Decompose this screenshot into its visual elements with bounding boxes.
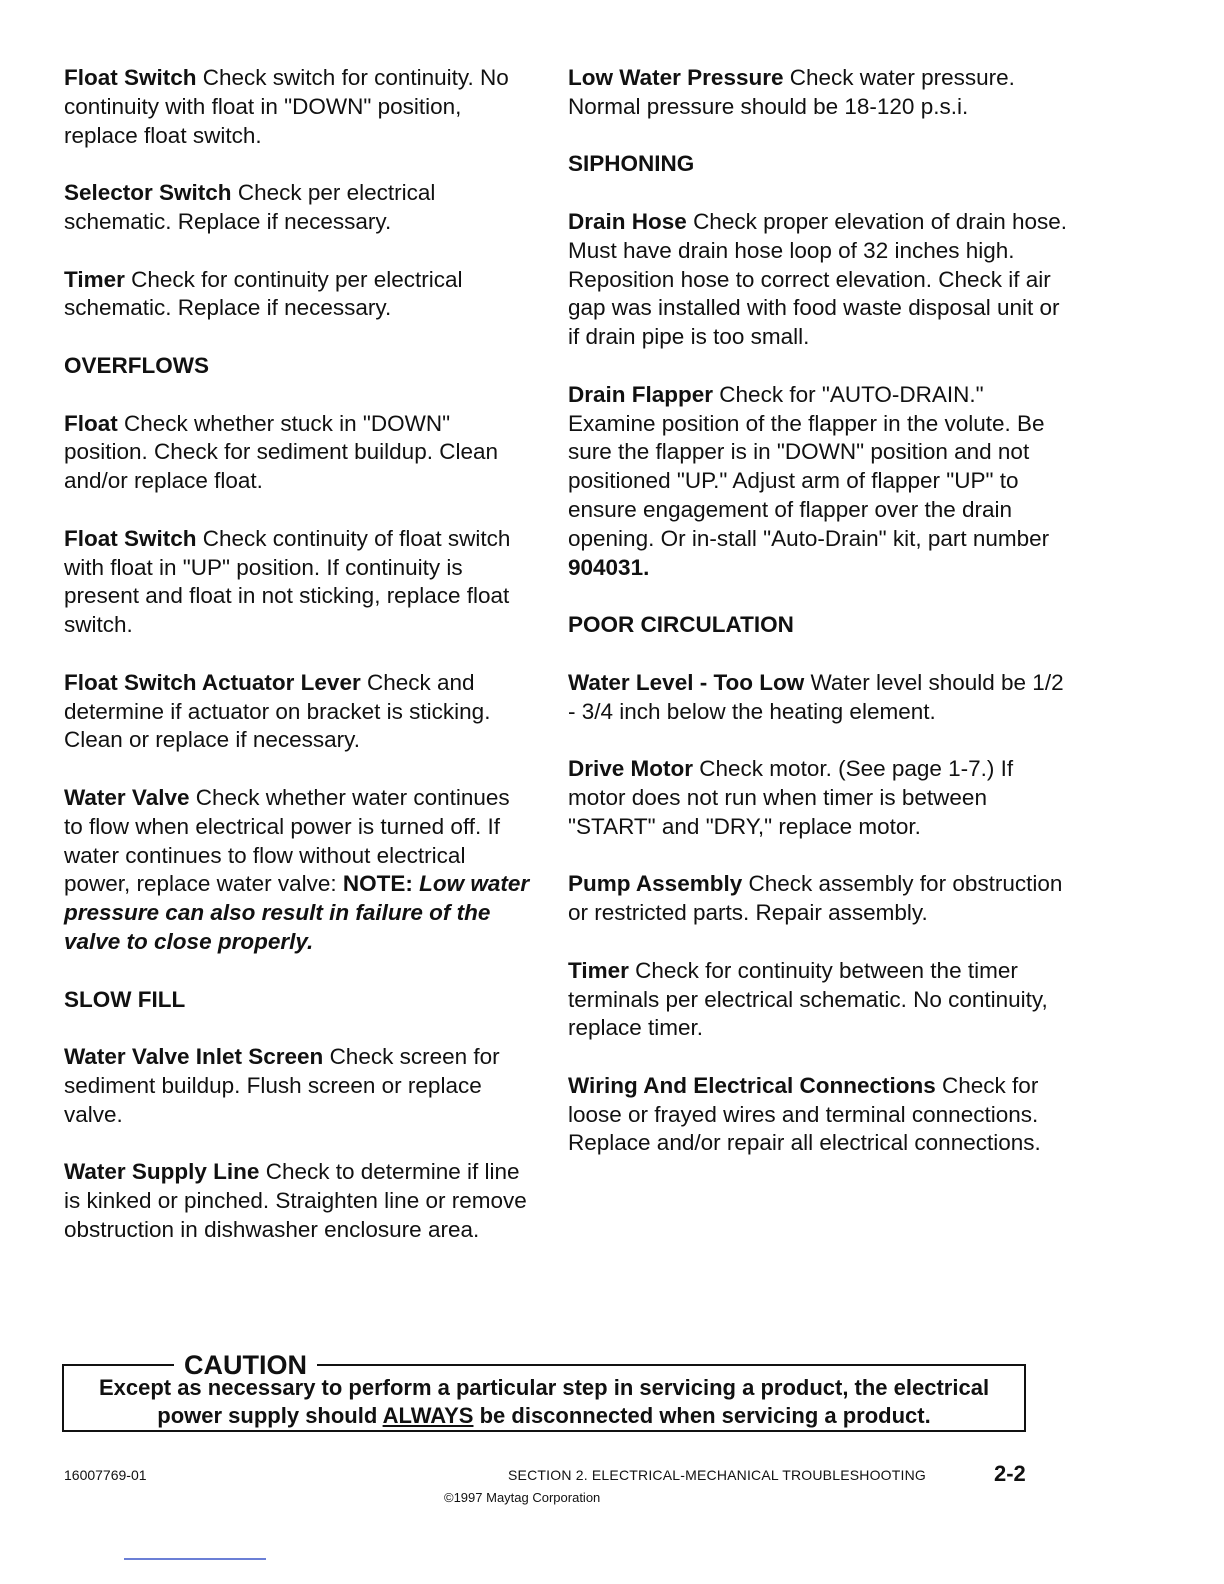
pump-assembly-entry: [568, 870, 1068, 928]
entry-term: Drain Flapper: [568, 381, 714, 407]
entry-text: Check for continuity per electrical schematic. Replace if necessary.: [64, 266, 463, 321]
float-switch-continuity-entry: [64, 64, 534, 150]
part-number: 904031.: [568, 554, 650, 580]
entry-term: Float Switch: [64, 65, 197, 90]
entry-term: Water Valve: [64, 784, 190, 810]
entry-term: Selector Switch: [64, 180, 232, 206]
entry-text: Check screen for sediment buildup. Flush screen or replace valve.: [64, 1044, 500, 1127]
entry-text: Check for loose or frayed wires and terminal connections. Replace and/or repair all electrical connections.: [568, 1072, 1041, 1156]
entry-text: Check to determine if line is kinked or pinched. Straighten line or remove obstruction in dishwasher enclosure area.: [64, 1159, 527, 1242]
caution-text: [64, 1374, 1024, 1430]
page-number: 2-2: [994, 1461, 1026, 1486]
caution-text-before: Except as necessary to perform a particular step in servicing a product, the electrical power supply should: [98, 1375, 990, 1428]
inlet-screen-entry: [64, 1043, 534, 1129]
actuator-lever-entry: [64, 669, 534, 755]
entry-text: Check assembly for obstruction or restricted parts. Repair assembly.: [568, 871, 1063, 926]
timer-entry: [64, 266, 534, 324]
entry-text: Check continuity of float switch with float in "UP" position. If continuity is present and float in not sticking, replace float switch.: [64, 525, 511, 638]
slow-fill-heading: SLOW FILL: [64, 986, 186, 1012]
poor-circulation-heading: POOR CIRCULATION: [568, 612, 794, 638]
right-column: [568, 64, 1068, 1187]
water-valve-entry: [64, 784, 534, 957]
caution-text-after: be disconnected when servicing a product.: [479, 1403, 931, 1428]
entry-term: Float Switch Actuator Lever: [64, 669, 361, 695]
left-column: [64, 64, 534, 1273]
section-title: SECTION 2. ELECTRICAL-MECHANICAL TROUBLESHOOTING: [508, 1467, 927, 1483]
entry-text: Check switch for continuity. No continuity with float in "DOWN" position, replace float switch.: [64, 65, 509, 148]
note-label: NOTE:: [342, 871, 413, 897]
entry-text: Check motor. (See page 1-7.) If motor does not run when timer is between "START" and "DRY," replace motor.: [568, 756, 1014, 839]
entry-term: Wiring And Electrical Connections: [568, 1072, 936, 1098]
entry-text: Check whether stuck in "DOWN" position. Check for sediment buildup. Clean and/or replace float.: [64, 410, 498, 494]
entry-text: Check per electrical schematic. Replace if necessary.: [64, 180, 436, 234]
doc-number: 16007769-01: [64, 1467, 147, 1483]
entry-term: Water Supply Line: [64, 1159, 260, 1185]
drive-motor-entry: [568, 755, 1068, 841]
entry-text: Check water pressure. Normal pressure should be 18-120 p.s.i.: [568, 65, 1015, 119]
entry-text: Check for "AUTO-DRAIN." Examine position of the flapper in the volute. Be sure the flapper is in "DOWN" position and not positioned "UP." Adjust arm of flapper "UP" to ensure engagement of flapper over the drain opening. Or in-stall "Auto-Drain" kit, part number: [568, 381, 1050, 551]
siphoning-heading: SIPHONING: [568, 151, 695, 177]
float-switch-up-entry: [64, 525, 534, 640]
caution-emphasis: ALWAYS: [382, 1403, 474, 1428]
entry-term: Pump Assembly: [568, 871, 743, 897]
drain-hose-entry: [568, 208, 1068, 352]
wiring-entry: [568, 1072, 1068, 1158]
entry-text: Water level should be 1/2 - 3/4 inch below the heating element.: [568, 669, 1064, 724]
entry-term: Drain Hose: [568, 208, 687, 234]
entry-term: Timer: [64, 266, 125, 292]
entry-text: Check and determine if actuator on bracket is sticking. Clean or replace if necessary.: [64, 669, 491, 753]
selector-switch-entry: [64, 179, 534, 237]
overflows-heading: OVERFLOWS: [64, 352, 209, 378]
entry-text: Check for continuity between the timer terminals per electrical schematic. No continuity, replace timer.: [568, 957, 1048, 1041]
note-text: Low water pressure can also result in failure of the valve to close properly.: [64, 871, 530, 954]
drain-flapper-entry: [568, 381, 1068, 583]
caution-box: [62, 1350, 1026, 1432]
water-level-entry: [568, 669, 1068, 727]
caution-title: CAUTION: [174, 1350, 317, 1380]
entry-term: Water Valve Inlet Screen: [64, 1044, 324, 1070]
entry-term: Float Switch: [64, 525, 197, 551]
entry-term: Water Level - Too Low: [568, 669, 805, 695]
float-entry: [64, 410, 534, 496]
entry-text: Check proper elevation of drain hose. Must have drain hose loop of 32 inches high. Reposition hose to correct elevation. Check if air gap was installed with food waste disposal unit or if drain pipe is too small.: [568, 208, 1068, 350]
supply-line-entry: [64, 1158, 534, 1244]
entry-term: Drive Motor: [568, 756, 694, 782]
low-water-pressure-entry: [568, 64, 1068, 122]
entry-text: Check whether water continues to flow when electrical power is turned off. If water continues to flow without electrical power, replace water valve:: [64, 784, 510, 897]
copyright: ©1997 Maytag Corporation: [444, 1490, 601, 1505]
entry-term: Timer: [568, 957, 629, 983]
timer-continuity-entry: [568, 957, 1068, 1043]
entry-term: Low Water Pressure: [568, 65, 784, 90]
decorative-underline: [124, 1558, 266, 1560]
entry-term: Float: [64, 410, 118, 436]
